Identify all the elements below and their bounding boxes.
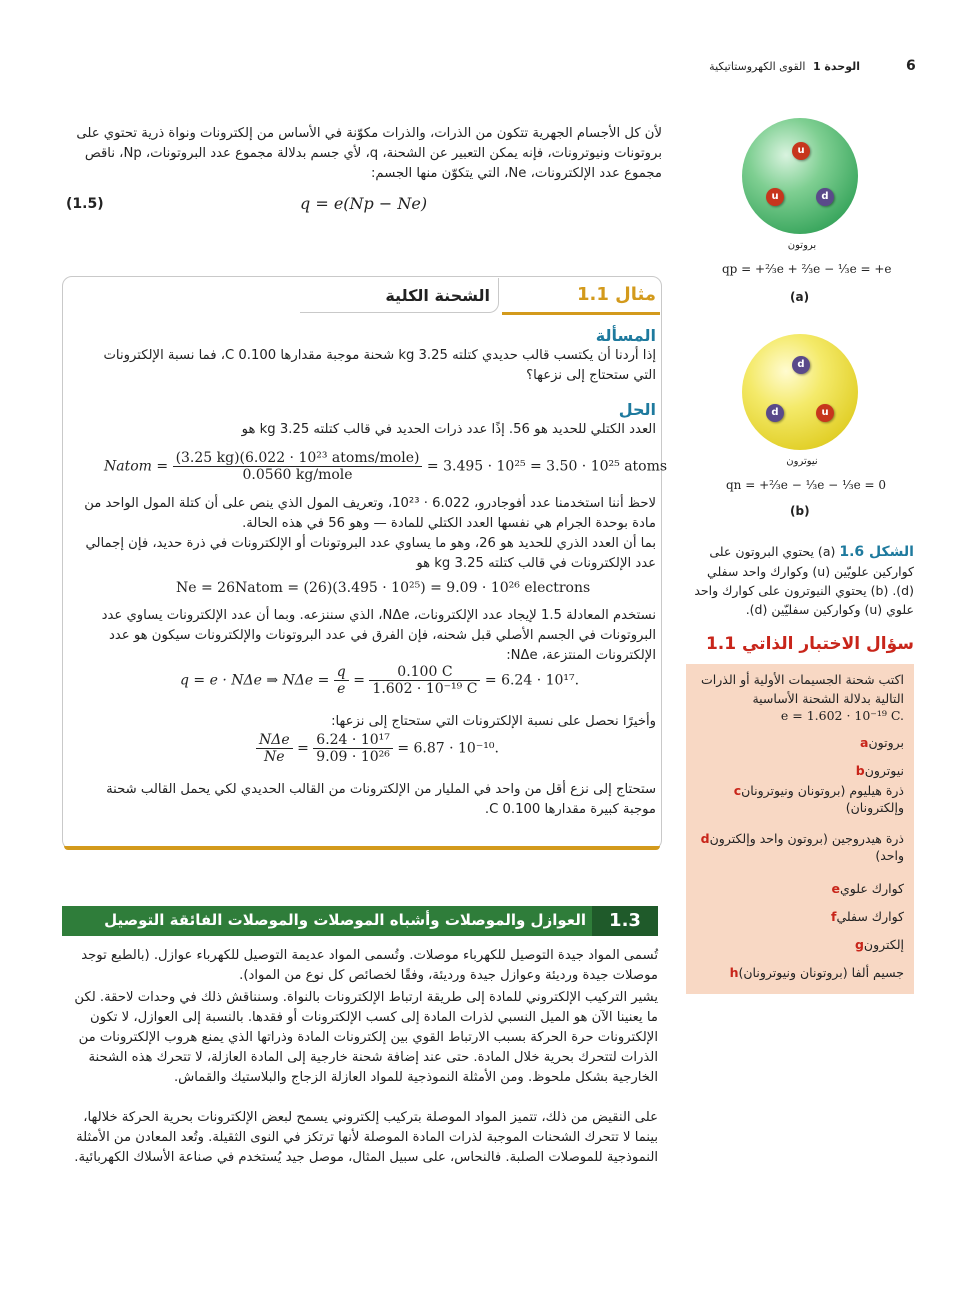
- quiz-option-text: جسيم ألفا (بروتونان ونيوترونان): [738, 965, 904, 980]
- quiz-option-text: ذرة هيدروجين (بروتون واحد وإلكترون واحد): [709, 831, 904, 863]
- solution-step-4: نستخدم المعادلة 1.5 لإيجاد عدد الإلكترونات، NΔe، الذي سننزعه. وبما أن عدد الإلكترونات يساوي عدد البروتونات في الجسم الأصلي قبل شحنه، فإن الفرق في عدد البروتونات والإلكترونات سيكون هو عدد الإلكترونات المنتزعة، NΔe:: [101, 608, 656, 663]
- quiz-option: [696, 908, 904, 925]
- eq4-f1-numerator: NΔe: [256, 732, 293, 749]
- example-title: الشحنة الكلية: [385, 286, 490, 305]
- unit-title: القوى الكهروستاتيكية: [709, 60, 806, 73]
- eq1-numerator: (3.25 kg)(6.022 · 10²³ atoms/mole): [173, 450, 423, 467]
- quiz-option: [696, 936, 904, 953]
- eq3-f2-numerator: 0.100 C: [369, 664, 480, 681]
- quiz-option-letter: d: [700, 831, 710, 846]
- section-paragraph-3: على النقيض من ذلك، تتميز المواد الموصلة بتركيب إلكتروني يسمح لبعض الإلكترونات بحرية الحركة خلالها، بينما لا تتحرك الشحنات الموجبة لذرات المادة الموصلة لأنها ترتكز في النوى الثقيلة. وتُعد المعادن من الأمثلة النموذجية للموصلات الصلبة. فالنحاس، على سبيل المثال، موصل جيد يُستخدم في صناعة الأسلاك الكهربائية.: [74, 1110, 658, 1165]
- eq3-lhs: q = e · NΔe ⇒ NΔe =: [180, 672, 330, 689]
- quiz-option-letter: h: [729, 965, 739, 980]
- eq4-fraction-2: [313, 732, 393, 765]
- solution-heading: الحل: [618, 400, 656, 419]
- eq3-rhs: = 6.24 · 10¹⁷.: [484, 672, 580, 689]
- eq1-fraction: [173, 450, 423, 483]
- neutron-label: نيوترون: [786, 456, 818, 467]
- quiz-option-letter: e: [831, 881, 840, 896]
- equation-electrons: Ne = 26Natom = (26)(3.495 · 10²⁵) = 9.09 · 10²⁶ electrons: [176, 580, 591, 596]
- running-header: [640, 60, 860, 73]
- quiz-option-text: إلكترون: [863, 937, 904, 952]
- problem-text: إذا أردنا أن يكتسب قالب حديدي كتلته 3.25 kg شحنة موجبة مقدارها 0.100 C، فما نسبة الإلكترونات التي ستحتاج إلى نزعها؟: [103, 348, 656, 383]
- equation-atoms: [104, 450, 667, 483]
- proton-charge-equation: qp = +⅔e + ⅔e − ⅓e = +e: [722, 262, 892, 276]
- quark-down: d: [816, 188, 834, 206]
- quiz-option-text: كوارك سفلي: [836, 909, 904, 924]
- quark-up: u: [816, 404, 834, 422]
- quiz-option-text: بروتون: [868, 735, 904, 750]
- quark-down: d: [792, 356, 810, 374]
- quiz-intro: اكتب شحنة الجسيمات الأولية أو الذرات التالية بدلالة الشحنة الأساسية: [701, 672, 904, 706]
- eq3-fraction-2: [369, 664, 480, 697]
- unit-label: الوحدة 1: [812, 60, 860, 73]
- eq3-f1-numerator: q: [334, 664, 349, 681]
- eq3-f2-denominator: 1.602 · 10⁻¹⁹ C: [372, 681, 478, 697]
- eq3-equals: =: [353, 672, 365, 689]
- neutron-charge-equation: qn = +⅔e − ⅓e − ⅓e = 0: [726, 478, 887, 492]
- eq3-fraction-1: [334, 664, 349, 697]
- figure-caption-label: الشكل 1.6: [839, 544, 914, 560]
- figure-caption: [688, 542, 914, 619]
- example-label-underline: [502, 312, 660, 315]
- quiz-title: سؤال الاختبار الذاتي 1.1: [705, 634, 914, 654]
- figure-tag-b: (b): [790, 504, 810, 518]
- quiz-constant: e = 1.602 · 10⁻¹⁹ C.: [780, 708, 904, 723]
- eq1-denominator: 0.0560 kg/mole: [242, 467, 353, 483]
- solution-step-5: وأخيرًا نحصل على نسبة الإلكترونات التي ستحتاج إلى نزعها:: [331, 714, 656, 729]
- eq4-f2-numerator: 6.24 · 10¹⁷: [313, 732, 393, 749]
- eq1-rhs: = 3.495 · 10²⁵ = 3.50 · 10²⁵ atoms: [426, 458, 668, 475]
- quiz-option-text: ذرة هيليوم (بروتونان ونيوترونان وإلكترونان): [741, 783, 904, 815]
- solution-step-2: لاحظ أننا استخدمنا عدد أفوجادرو، 6.022 · 10²³، وتعريف المول الذي ينص على أن كتلة المول الواحد من مادة بوحدة الجرام هي نفسها العدد الكتلي للمادة — وهو 56 في هذه الحالة.: [84, 496, 656, 531]
- quiz-option-letter: g: [854, 937, 864, 952]
- quark-up: u: [792, 142, 810, 160]
- eq1-lhs: Natom =: [104, 458, 169, 475]
- intro-paragraph: لأن كل الأجسام الجهرية تتكون من الذرات، والذرات مكوّنة في الأساس من إلكترونات ونواة ذرية تحتوي على بروتونات ونيوترونات، فإنه يمكن التعبير عن الشحنة، q، لأي جسم بدلالة مجموع عدد البروتونات، Np، ناقص مجموع عدد الإلكترونات، Ne، التي يتكوّن منها الجسم:: [76, 126, 662, 181]
- eq3-f1-denominator: e: [337, 681, 346, 697]
- quark-up: u: [766, 188, 784, 206]
- quiz-option: [696, 964, 904, 981]
- proton-label: بروتون: [787, 240, 817, 251]
- quiz-option: [696, 734, 904, 751]
- page-number: 6: [906, 58, 916, 74]
- example-label: مثال 1.1: [576, 284, 656, 305]
- proton-sphere: [742, 118, 858, 234]
- example-bottom-bar: [64, 846, 660, 850]
- section-paragraph-2: يشير التركيب الإلكتروني للمادة إلى طريقة ارتباط الإلكترونات بالنواة. وسنناقش ذلك في وحدات لاحقة. لكن ما يعنينا الآن هو الميل النسبي لذرات المادة إلى كسب الإلكترونات أو فقدها. بالنسبة إلى العوازل، لا تكون الإلكترونات حرة الحركة بسبب الارتباط القوي بين إلكترونات المادة وذراتها الذي يمنع هروب الإلكترونات من الذرات لتتحرك بحرية خلال المادة. حتى عند إضافة شحنة خارجية إلى المادة العازلة، لا تتحرك هذه الشحنة الخارجية بشكل ملحوظ. ومن الأمثلة النموذجية للمواد العازلة الزجاج والبلاستيك والقماش.: [74, 990, 658, 1085]
- section-title: العوازل والموصلات وأشباه الموصلات والموصلات الفائقة التوصيل: [104, 911, 586, 929]
- quiz-option: [696, 762, 904, 779]
- quiz-option-letter: b: [855, 763, 865, 778]
- solution-step-3: بما أن العدد الذري للحديد هو 26، وهو ما يساوي عدد البروتونات أو الإلكترونات في ذرة حديد، فإن إجمالي عدد الإلكترونات في قالب كتلته 3.25 kg هو: [85, 536, 656, 571]
- quiz-option: [696, 880, 904, 897]
- figure-tag-a: (a): [790, 290, 810, 304]
- quiz-option-letter: a: [860, 735, 869, 750]
- solution-step-1: العدد الكتلي للحديد هو 56. إذًا عدد ذرات الحديد في قالب كتلته 3.25 kg هو: [241, 422, 656, 437]
- eq4-rhs: = 6.87 · 10⁻¹⁰.: [397, 740, 499, 757]
- solution-conclusion: ستحتاج إلى نزع أقل من واحد في المليار من الإلكترونات من القالب الحديدي لكي يحمل القالب شحنة موجبة كبيرة مقدارها 0.100 C.: [106, 782, 656, 817]
- eq4-f1-denominator: Ne: [264, 749, 285, 765]
- quiz-option: [696, 830, 904, 864]
- quiz-box: [686, 664, 914, 994]
- quiz-option-text: نيوترون: [864, 763, 904, 778]
- neutron-sphere: [742, 334, 858, 450]
- equation-number: (1.5): [66, 196, 104, 212]
- problem-heading: المسألة: [595, 326, 656, 345]
- quiz-option-letter: c: [733, 783, 742, 798]
- quiz-option-text: كوارك علوي: [839, 881, 904, 896]
- section-number: 1.3: [609, 910, 641, 931]
- equation-fraction: [256, 732, 499, 765]
- eq4-f2-denominator: 9.09 · 10²⁶: [316, 749, 390, 765]
- intro-equation: q = e(Np − Ne): [300, 194, 428, 213]
- quark-down: d: [766, 404, 784, 422]
- figure-caption-text: (a) يحتوي البروتون على كواركين علويّين (u) وكوارك واحد سفلي (d). (b) يحتوي النيوترون على كوارك واحد علوي (u) وكواركين سفليّين (d).: [694, 544, 914, 617]
- eq4-equals: =: [297, 740, 309, 757]
- quiz-option: [696, 782, 904, 816]
- eq4-fraction-1: [256, 732, 293, 765]
- quiz-option-letter: f: [830, 909, 837, 924]
- section-paragraph-1: تُسمى المواد جيدة التوصيل للكهرباء موصلات. وتُسمى المواد عديمة التوصيل للكهرباء عوازل. (بالطبع توجد موصلات جيدة ورديئة وعوازل جيدة ورديئة، وفقًا لخصائص كل نوع من المواد).: [81, 948, 658, 983]
- equation-removed: [180, 664, 579, 697]
